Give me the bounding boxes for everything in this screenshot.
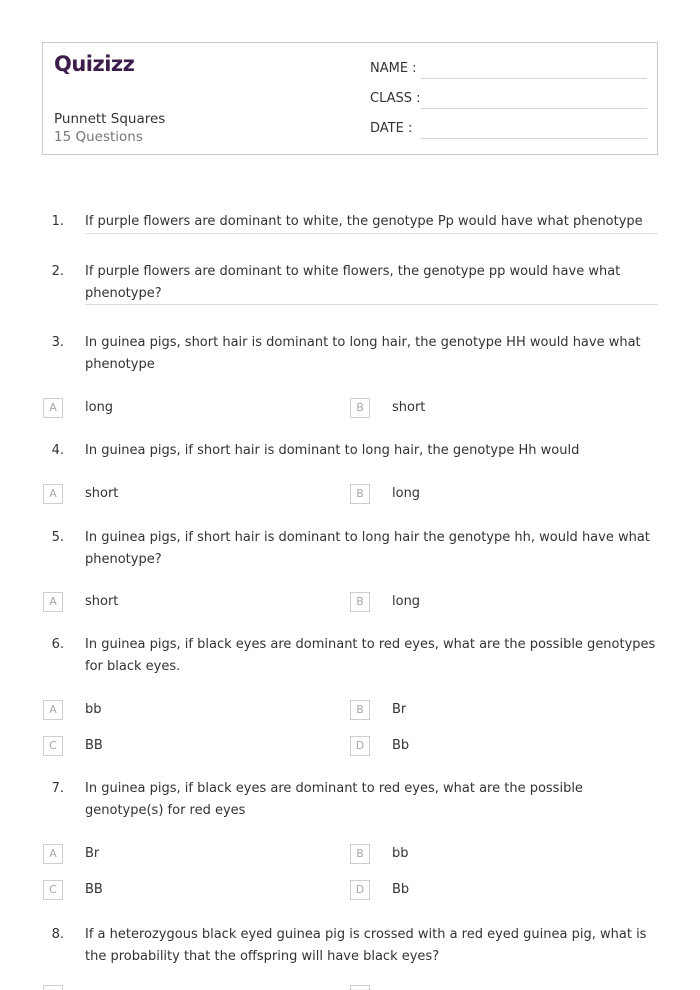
option-b-box[interactable]: [350, 985, 370, 990]
quizizz-logo: Quizizz: [54, 52, 135, 76]
question-number: 1.: [51, 214, 64, 229]
question-number: 5.: [51, 530, 64, 545]
worksheet-title: Punnett Squares: [54, 111, 166, 127]
option-a-box[interactable]: A: [43, 398, 63, 418]
option-a-box[interactable]: A: [43, 700, 63, 720]
option-a-text: long: [85, 400, 114, 415]
question-number: 2.: [51, 264, 64, 279]
option-b-text: long: [392, 486, 421, 501]
option-b-text: long: [392, 594, 421, 609]
option-a-text: short: [85, 486, 119, 501]
question-text: If purple flowers are dominant to white, the genotype Pp would have what phenotype: [85, 214, 643, 229]
option-a-text: Br: [85, 846, 100, 861]
worksheet-header: [42, 42, 658, 155]
option-a-box[interactable]: A: [43, 484, 63, 504]
question-count: 15 Questions: [54, 129, 143, 145]
question-number: 6.: [51, 637, 64, 652]
option-d-box[interactable]: D: [350, 736, 370, 756]
question-text: If a heterozygous black eyed guinea pig is crossed with a red eyed guinea pig, what is the probability that the offspring will have black eyes?: [85, 927, 647, 964]
option-b-box[interactable]: B: [350, 398, 370, 418]
question-text: In guinea pigs, short hair is dominant to long hair, the genotype HH would have what phenotype: [85, 335, 641, 372]
answer-line[interactable]: [85, 233, 658, 234]
option-a-box[interactable]: [43, 985, 63, 990]
option-b-box[interactable]: B: [350, 484, 370, 504]
option-c-box[interactable]: C: [43, 880, 63, 900]
option-d-box[interactable]: D: [350, 880, 370, 900]
question-number: 8.: [51, 927, 64, 942]
option-c-text: BB: [85, 738, 103, 753]
option-b-box[interactable]: B: [350, 844, 370, 864]
answer-line[interactable]: [85, 304, 658, 305]
question-number: 4.: [51, 443, 64, 458]
date-label: DATE :: [370, 121, 413, 136]
question-text: In guinea pigs, if short hair is dominant to long hair, the genotype Hh would: [85, 443, 580, 458]
question-text: In guinea pigs, if black eyes are dominant to red eyes, what are the possible genotypes for black eyes.: [85, 637, 656, 674]
question-text: In guinea pigs, if black eyes are dominant to red eyes, what are the possible genotype(s) for red eyes: [85, 781, 583, 818]
option-c-text: BB: [85, 882, 103, 897]
option-a-box[interactable]: A: [43, 844, 63, 864]
question-number: 3.: [51, 335, 64, 350]
question-text: In guinea pigs, if short hair is dominant to long hair the genotype hh, would have what phenotype?: [85, 530, 650, 567]
name-field[interactable]: [421, 78, 647, 79]
option-a-text: bb: [85, 702, 102, 717]
question-text: If purple flowers are dominant to white flowers, the genotype pp would have what phenotype?: [85, 264, 621, 301]
option-b-text: bb: [392, 846, 409, 861]
question-number: 7.: [51, 781, 64, 796]
option-d-text: Bb: [392, 738, 410, 753]
option-a-box[interactable]: A: [43, 592, 63, 612]
option-b-box[interactable]: B: [350, 700, 370, 720]
option-b-box[interactable]: B: [350, 592, 370, 612]
option-c-box[interactable]: C: [43, 736, 63, 756]
option-d-text: Bb: [392, 882, 410, 897]
name-label: NAME :: [370, 61, 417, 76]
class-field[interactable]: [421, 108, 647, 109]
class-label: CLASS :: [370, 91, 421, 106]
option-a-text: short: [85, 594, 119, 609]
date-field[interactable]: [421, 138, 647, 139]
option-b-text: Br: [392, 702, 407, 717]
option-b-text: short: [392, 400, 426, 415]
